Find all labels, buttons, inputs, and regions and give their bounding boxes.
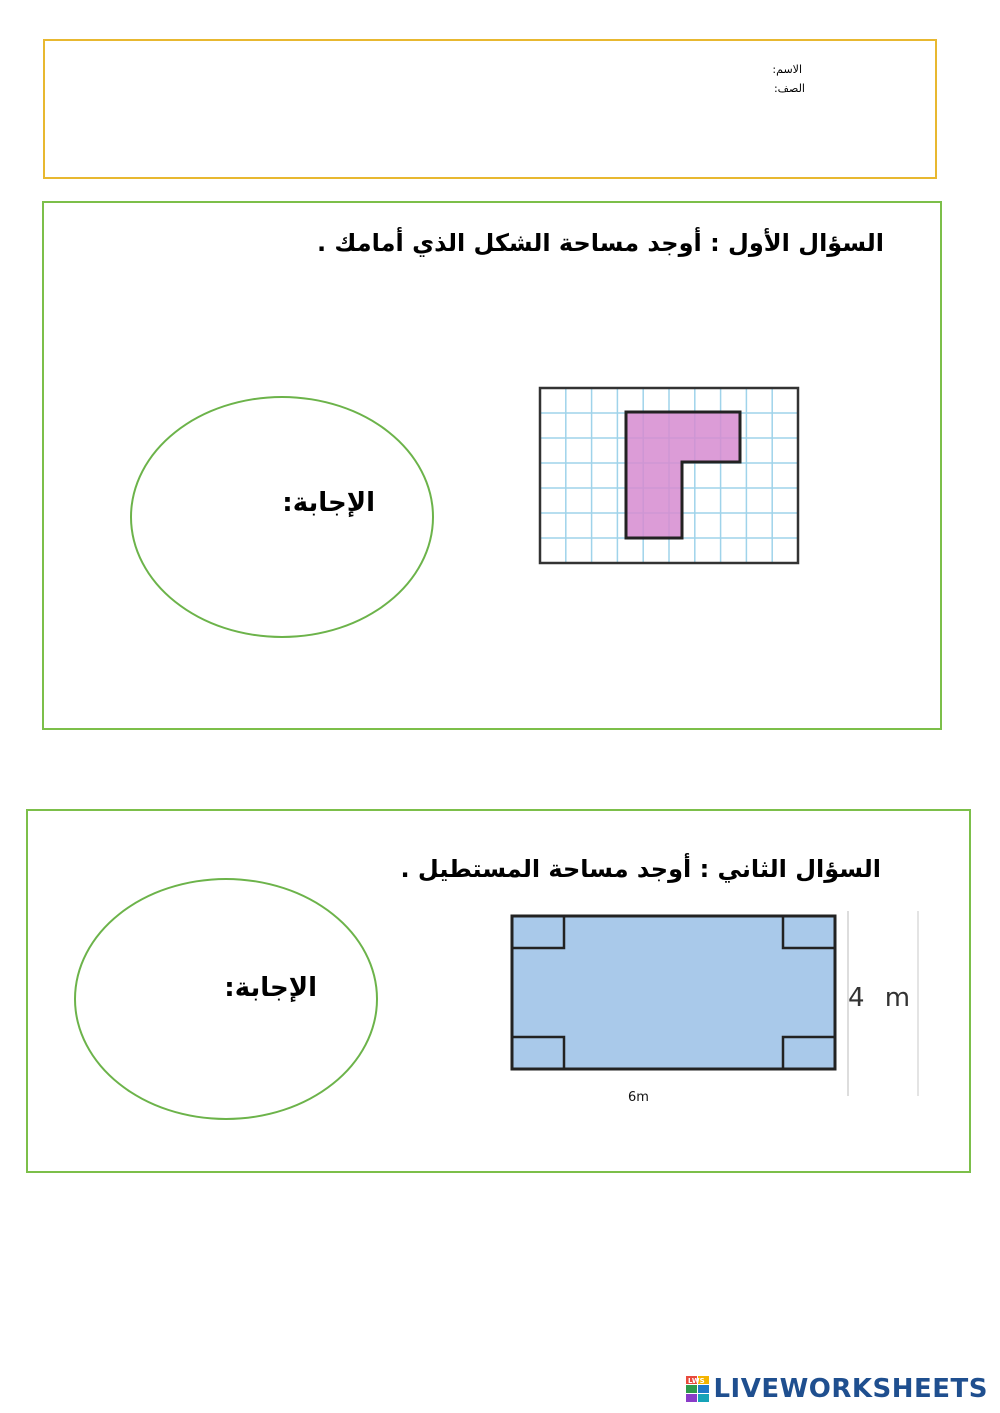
brand-name: LIVEWORKSHEETS bbox=[713, 1374, 988, 1404]
height-label: 4 m bbox=[848, 983, 917, 1013]
width-label: 6m bbox=[628, 1090, 649, 1105]
class-label: الصف: bbox=[773, 82, 805, 95]
rectangle-figure bbox=[508, 911, 948, 1111]
liveworksheets-logo bbox=[686, 1372, 988, 1406]
rectangle-shape bbox=[512, 916, 835, 1069]
grid-figure bbox=[539, 387, 799, 565]
question-1-box bbox=[42, 201, 942, 730]
brand-logo-icon bbox=[686, 1376, 710, 1402]
question-2-box bbox=[26, 809, 971, 1173]
answer-2-label: الإجابة: bbox=[224, 973, 317, 1003]
svg-text:LWS: LWS bbox=[688, 1377, 706, 1385]
question-1-title: السؤال الأول : أوجد مساحة الشكل الذي أمامك . bbox=[316, 229, 884, 257]
name-label: الاسم: bbox=[772, 63, 802, 76]
l-shape-region bbox=[626, 412, 740, 538]
student-info-box bbox=[43, 39, 937, 179]
question-2-title: السؤال الثاني : أوجد مساحة المستطيل . bbox=[400, 855, 881, 883]
answer-1-label: الإجابة: bbox=[282, 488, 375, 518]
